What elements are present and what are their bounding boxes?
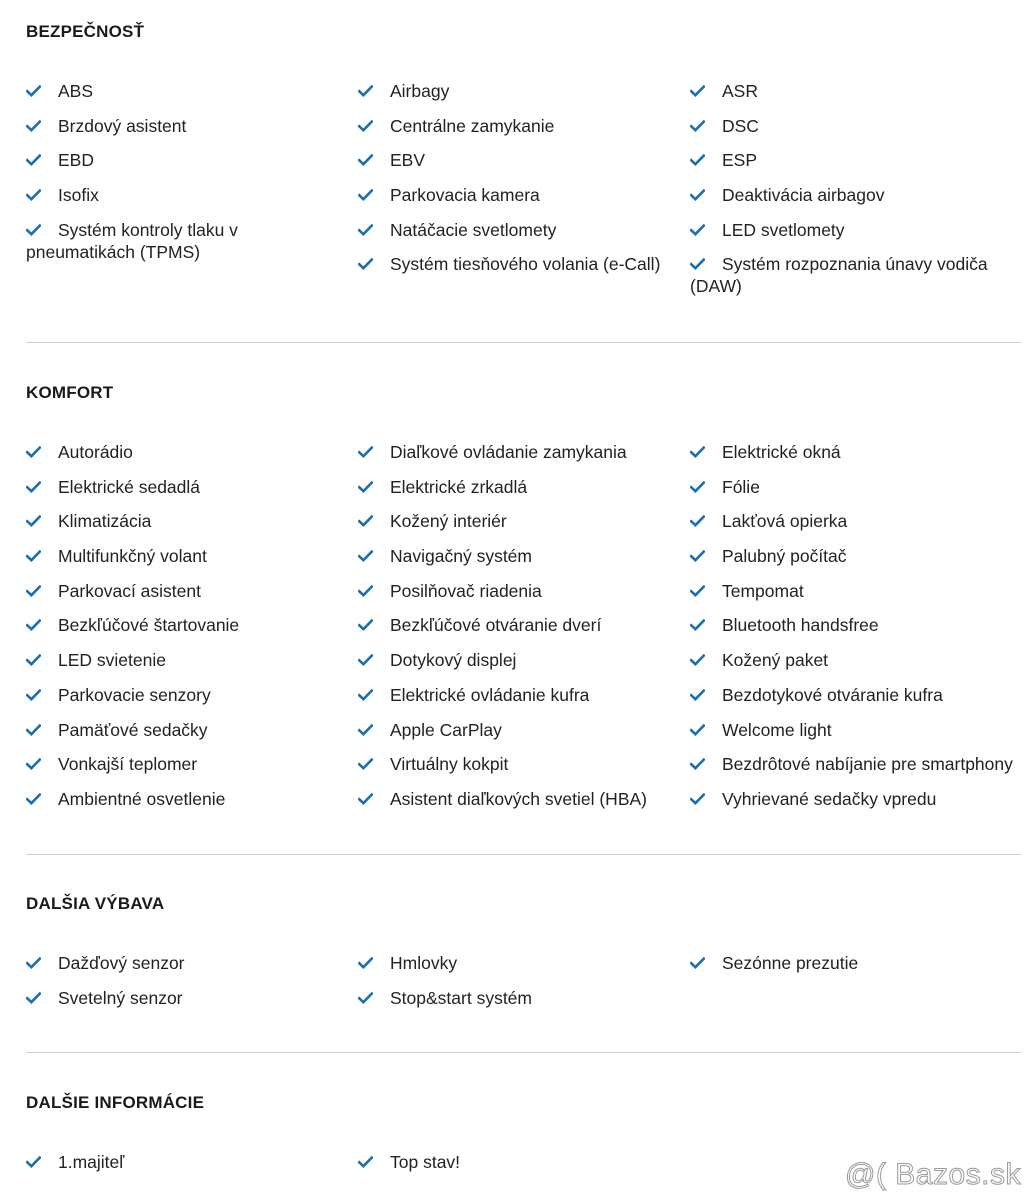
feature-label: EBD [58, 150, 94, 171]
checkmark-icon [358, 154, 373, 166]
feature-item [26, 184, 351, 206]
feature-item [358, 441, 683, 463]
feature-label: Systém kontroly tlaku v pneumatikách (TPMS) [26, 219, 238, 262]
feature-columns [26, 441, 1021, 809]
feature-item [358, 684, 683, 706]
feature-label: Bezkľúčové otváranie dverí [390, 615, 602, 636]
checkmark-icon [358, 689, 373, 701]
feature-column [26, 1151, 351, 1186]
feature-label: Vyhrievané sedačky vpredu [722, 788, 937, 809]
feature-item [690, 788, 1015, 810]
bazos-watermark: @( Bazos.sk [845, 1158, 1021, 1191]
feature-item [26, 649, 351, 671]
feature-item [690, 219, 1015, 241]
checkmark-icon [26, 481, 41, 493]
feature-item [358, 753, 683, 775]
checkmark-icon [26, 446, 41, 458]
feature-label: Parkovacia kamera [390, 185, 540, 206]
checkmark-icon [26, 154, 41, 166]
feature-column [26, 952, 351, 1021]
checkmark-icon [690, 758, 705, 770]
feature-column [690, 80, 1015, 310]
section-title: KOMFORT [26, 383, 114, 402]
feature-label: Hmlovky [390, 953, 458, 973]
feature-item [358, 219, 683, 241]
feature-item [358, 476, 683, 498]
feature-label: Tempomat [722, 580, 804, 601]
feature-item [26, 441, 351, 463]
checkmark-icon [358, 1156, 373, 1168]
checkmark-icon [358, 992, 373, 1004]
checkmark-icon [26, 619, 41, 631]
checkmark-icon [26, 85, 41, 97]
feature-item [26, 115, 351, 137]
feature-label: Top stav! [390, 1152, 461, 1172]
section-title: DALŠIA VÝBAVA [26, 894, 165, 913]
feature-item [690, 510, 1015, 532]
checkmark-icon [26, 189, 41, 201]
checkmark-icon [690, 481, 705, 493]
checkmark-icon [690, 515, 705, 527]
feature-label: Dotykový displej [390, 650, 517, 671]
feature-item [690, 115, 1015, 137]
checkmark-icon [358, 481, 373, 493]
feature-item [690, 719, 1015, 741]
feature-label: DSC [722, 115, 759, 136]
checkmark-icon [690, 654, 705, 666]
checkmark-icon [358, 619, 373, 631]
feature-label: Diaľkové ovládanie zamykania [390, 442, 627, 462]
checkmark-icon [690, 154, 705, 166]
feature-label: Bluetooth handsfree [722, 615, 879, 636]
feature-column [26, 80, 351, 275]
checkmark-icon [358, 85, 373, 97]
feature-label: LED svetlomety [722, 219, 845, 240]
checkmark-icon [358, 446, 373, 458]
feature-item [690, 476, 1015, 498]
feature-label: Multifunkčný volant [58, 546, 207, 567]
checkmark-icon [26, 654, 41, 666]
feature-item [690, 684, 1015, 706]
feature-label: 1.majiteľ [58, 1152, 125, 1172]
feature-label: Ambientné osvetlenie [58, 788, 226, 809]
feature-item [26, 580, 351, 602]
checkmark-icon [358, 258, 373, 270]
feature-column [358, 441, 683, 823]
checkmark-icon [358, 120, 373, 132]
feature-column [358, 80, 683, 288]
feature-column [358, 952, 683, 1021]
feature-item [358, 545, 683, 567]
checkmark-icon [690, 689, 705, 701]
feature-item [26, 987, 351, 1009]
checkmark-icon [358, 758, 373, 770]
feature-label: Centrálne zamykanie [390, 115, 555, 136]
checkmark-icon [358, 224, 373, 236]
feature-item [358, 788, 683, 810]
checkmark-icon [690, 85, 705, 97]
feature-label: Deaktivácia airbagov [722, 185, 885, 206]
feature-label: Stop&start systém [390, 987, 532, 1008]
feature-label: Isofix [58, 185, 99, 206]
feature-label: Pamäťové sedačky [58, 719, 208, 740]
feature-item [358, 580, 683, 602]
checkmark-icon [690, 585, 705, 597]
feature-label: Bezdrôtové nabíjanie pre smartphony [722, 754, 1013, 775]
feature-label: Elektrické sedadlá [58, 476, 201, 497]
feature-item [26, 80, 351, 102]
feature-label: ASR [722, 81, 758, 101]
feature-item [690, 545, 1015, 567]
checkmark-icon [26, 585, 41, 597]
checkmark-icon [26, 758, 41, 770]
feature-item [26, 476, 351, 498]
feature-item [358, 719, 683, 741]
feature-label: Dažďový senzor [58, 953, 185, 973]
feature-label: Welcome light [722, 719, 832, 740]
checkmark-icon [690, 120, 705, 132]
feature-item [690, 614, 1015, 636]
feature-label: Palubný počítač [722, 546, 847, 567]
feature-label: Kožený paket [722, 650, 829, 671]
checkmark-icon [26, 224, 41, 236]
feature-item [358, 952, 683, 974]
feature-item [26, 219, 351, 263]
checkmark-icon [690, 957, 705, 969]
feature-item [358, 510, 683, 532]
feature-item [690, 580, 1015, 602]
section-divider [26, 342, 1021, 343]
feature-item [690, 184, 1015, 206]
feature-label: Posilňovač riadenia [390, 580, 542, 601]
checkmark-icon [358, 515, 373, 527]
feature-item [358, 184, 683, 206]
feature-label: Bezkľúčové štartovanie [58, 615, 240, 636]
checkmark-icon [690, 189, 705, 201]
feature-label: Kožený interiér [390, 511, 507, 532]
feature-label: Parkovací asistent [58, 580, 201, 601]
feature-label: Elektrické okná [722, 442, 841, 462]
checkmark-icon [358, 550, 373, 562]
feature-column [690, 952, 1015, 987]
feature-item [26, 149, 351, 171]
feature-item [690, 149, 1015, 171]
feature-label: Systém tiesňového volania (e-Call) [390, 254, 661, 275]
checkmark-icon [26, 689, 41, 701]
checkmark-icon [358, 957, 373, 969]
feature-item [358, 80, 683, 102]
feature-item [26, 614, 351, 636]
feature-item [358, 1151, 683, 1173]
checkmark-icon [690, 724, 705, 736]
checkmark-icon [26, 992, 41, 1004]
checkmark-icon [690, 550, 705, 562]
feature-label: Apple CarPlay [390, 719, 502, 740]
feature-item [358, 253, 683, 275]
feature-item [358, 649, 683, 671]
feature-label: EBV [390, 150, 426, 171]
checkmark-icon [26, 1156, 41, 1168]
checkmark-icon [358, 724, 373, 736]
checkmark-icon [26, 515, 41, 527]
feature-label: Elektrické ovládanie kufra [390, 684, 590, 705]
feature-item [26, 788, 351, 810]
feature-label: Klimatizácia [58, 511, 152, 532]
feature-label: Fólie [722, 476, 760, 497]
feature-item [690, 952, 1015, 974]
section-divider [26, 1052, 1021, 1053]
section-divider [26, 854, 1021, 855]
checkmark-icon [26, 793, 41, 805]
feature-label: Navigačný systém [390, 546, 532, 567]
feature-item [26, 1151, 351, 1173]
checkmark-icon [358, 654, 373, 666]
feature-item [26, 952, 351, 974]
section-title: BEZPEČNOSŤ [26, 22, 145, 41]
feature-item [690, 649, 1015, 671]
section-title: DALŠIE INFORMÁCIE [26, 1093, 205, 1112]
checkmark-icon [690, 793, 705, 805]
feature-item [690, 441, 1015, 463]
feature-label: Systém rozpoznania únavy vodiča (DAW) [690, 254, 988, 297]
checkmark-icon [358, 793, 373, 805]
feature-label: Parkovacie senzory [58, 684, 211, 705]
checkmark-icon [690, 258, 705, 270]
feature-label: Airbagy [390, 81, 450, 101]
feature-label: Elektrické zrkadlá [390, 476, 528, 497]
checkmark-icon [26, 120, 41, 132]
feature-item [358, 614, 683, 636]
checkmark-icon [26, 957, 41, 969]
checkmark-icon [26, 724, 41, 736]
feature-label: Sezónne prezutie [722, 953, 859, 973]
feature-label: LED svietenie [58, 650, 166, 671]
feature-item [26, 753, 351, 775]
checkmark-icon [358, 189, 373, 201]
feature-item [358, 149, 683, 171]
feature-label: ESP [722, 150, 758, 171]
feature-item [690, 253, 1015, 297]
feature-label: Autorádio [58, 442, 133, 462]
feature-item [358, 987, 683, 1009]
feature-label: ABS [58, 81, 94, 101]
feature-item [26, 684, 351, 706]
feature-label: Lakťová opierka [722, 511, 848, 532]
checkmark-icon [690, 446, 705, 458]
checkmark-icon [358, 585, 373, 597]
feature-column [358, 1151, 683, 1186]
checkmark-icon [690, 619, 705, 631]
feature-column [26, 441, 351, 823]
feature-item [690, 80, 1015, 102]
feature-columns [26, 952, 1021, 1008]
feature-label: Asistent diaľkových svetiel (HBA) [390, 788, 647, 809]
feature-item [26, 719, 351, 741]
feature-label: Bezdotykové otváranie kufra [722, 684, 943, 705]
feature-item [26, 510, 351, 532]
checkmark-icon [690, 224, 705, 236]
feature-columns [26, 80, 1021, 297]
feature-column [690, 441, 1015, 823]
feature-item [690, 753, 1015, 775]
feature-label: Virtuálny kokpit [390, 754, 509, 775]
feature-label: Brzdový asistent [58, 115, 187, 136]
feature-item [26, 545, 351, 567]
checkmark-icon [26, 550, 41, 562]
feature-label: Svetelný senzor [58, 987, 183, 1008]
feature-item [358, 115, 683, 137]
feature-label: Vonkajší teplomer [58, 754, 198, 775]
feature-label: Natáčacie svetlomety [390, 219, 557, 240]
